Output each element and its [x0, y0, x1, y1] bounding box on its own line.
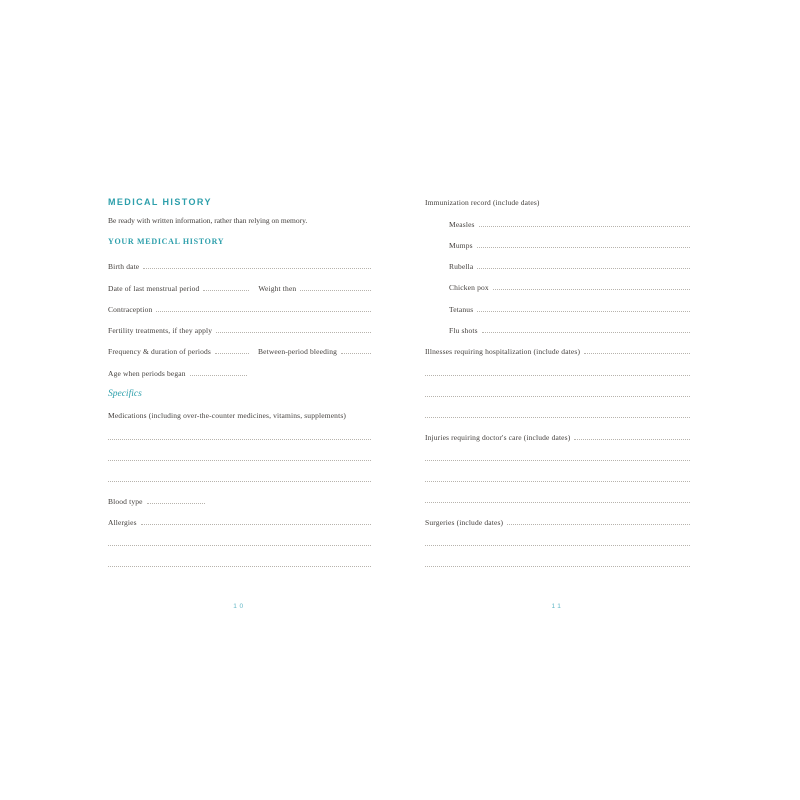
field-label: Injuries requiring doctor's care (include dates) — [425, 432, 571, 442]
field-label: Allergies — [108, 517, 137, 527]
form-row-subheading — [108, 378, 371, 399]
form-row-field — [425, 420, 690, 441]
form-row-field2 — [108, 271, 371, 292]
form-row-field — [108, 314, 371, 335]
fill-in-line — [216, 332, 371, 333]
field-label: Age when periods began — [108, 368, 186, 378]
intro-text: Be ready with written information, rather than relying on memory. — [108, 216, 308, 225]
form-row-label — [108, 399, 371, 420]
form-rows-right — [425, 186, 690, 569]
fill-in-line — [341, 353, 371, 354]
form-row-field — [425, 335, 690, 356]
fill-in-line — [425, 502, 690, 503]
fill-in-line — [300, 290, 371, 291]
field-label: Date of last menstrual period — [108, 283, 200, 293]
field-label: Surgeries (include dates) — [425, 517, 504, 527]
fill-in-line — [425, 566, 690, 567]
form-row-blank — [108, 527, 371, 548]
fill-in-line — [574, 439, 690, 440]
field-label: Measles — [449, 219, 475, 229]
field-label: Contraception — [108, 304, 153, 314]
fill-in-line — [425, 396, 690, 397]
fill-in-line — [108, 439, 371, 440]
field-label: Fertility treatments, if they apply — [108, 326, 213, 336]
field-label: Chicken pox — [449, 283, 489, 293]
form-row-field — [425, 250, 690, 271]
form-row-blank — [425, 356, 690, 377]
form-row-field2 — [108, 335, 371, 356]
field-label: Between-period bleeding — [257, 347, 338, 357]
form-row-blank — [425, 484, 690, 505]
form-row-blank — [108, 420, 371, 441]
fill-in-line — [477, 247, 690, 248]
page-title: MEDICAL HISTORY — [108, 197, 212, 207]
form-row-field — [425, 505, 690, 526]
fill-in-line — [584, 353, 690, 354]
fill-in-line — [425, 481, 690, 482]
fill-in-line — [108, 481, 371, 482]
form-row-field — [425, 314, 690, 335]
form-row-label — [425, 186, 690, 207]
page-number-right: 11 — [551, 603, 564, 610]
fill-in-line — [190, 375, 247, 376]
fill-in-line — [108, 566, 371, 567]
fill-in-line — [425, 460, 690, 461]
form-row-field — [108, 356, 371, 377]
field-label: Birth date — [108, 262, 140, 272]
form-row-blank — [425, 442, 690, 463]
fill-in-line — [425, 417, 690, 418]
form-row-blank — [108, 463, 371, 484]
specifics-subheading: Specifics — [108, 388, 142, 399]
field-label: Tetanus — [449, 304, 474, 314]
fill-in-line — [108, 545, 371, 546]
field-label: Mumps — [449, 240, 473, 250]
fill-in-line — [425, 545, 690, 546]
form-row-field — [108, 506, 371, 527]
left-page — [108, 0, 371, 800]
form-row-blank — [108, 442, 371, 463]
page-number-left: 10 — [233, 603, 246, 610]
field-label: Medications (including over-the-counter medicines, vitamins, supplements) — [108, 411, 347, 421]
form-row-field — [425, 207, 690, 228]
fill-in-line — [203, 290, 249, 291]
field-label: Frequency & duration of periods — [108, 347, 211, 357]
form-row-field — [425, 229, 690, 250]
fill-in-line — [147, 503, 205, 504]
fill-in-line — [141, 524, 371, 525]
fill-in-line — [425, 375, 690, 376]
fill-in-line — [477, 311, 690, 312]
fill-in-line — [108, 460, 371, 461]
form-row-blank — [425, 463, 690, 484]
form-row-field — [425, 271, 690, 292]
fill-in-line — [143, 268, 371, 269]
fill-in-line — [482, 332, 690, 333]
fill-in-line — [507, 524, 690, 525]
field-label: Rubella — [449, 262, 474, 272]
form-row-blank — [425, 399, 690, 420]
fill-in-line — [477, 268, 690, 269]
field-label: Flu shots — [449, 326, 478, 336]
form-row-field — [108, 293, 371, 314]
field-label: Illnesses requiring hospitalization (include dates) — [425, 347, 581, 357]
fill-in-line — [156, 311, 371, 312]
form-row-blank — [425, 527, 690, 548]
form-row-blank — [425, 378, 690, 399]
fill-in-line — [215, 353, 249, 354]
fill-in-line — [479, 226, 690, 227]
field-label: Blood type — [108, 496, 143, 506]
form-row-field — [108, 250, 371, 271]
form-row-field — [108, 484, 371, 505]
form-row-field — [425, 292, 690, 313]
form-rows-left — [108, 250, 371, 569]
form-row-blank — [108, 548, 371, 569]
form-row-blank — [425, 548, 690, 569]
right-page — [425, 0, 690, 800]
section-heading: YOUR MEDICAL HISTORY — [108, 237, 225, 246]
fill-in-line — [493, 289, 690, 290]
field-label: Immunization record (include dates) — [425, 198, 540, 208]
field-label: Weight then — [258, 283, 297, 293]
